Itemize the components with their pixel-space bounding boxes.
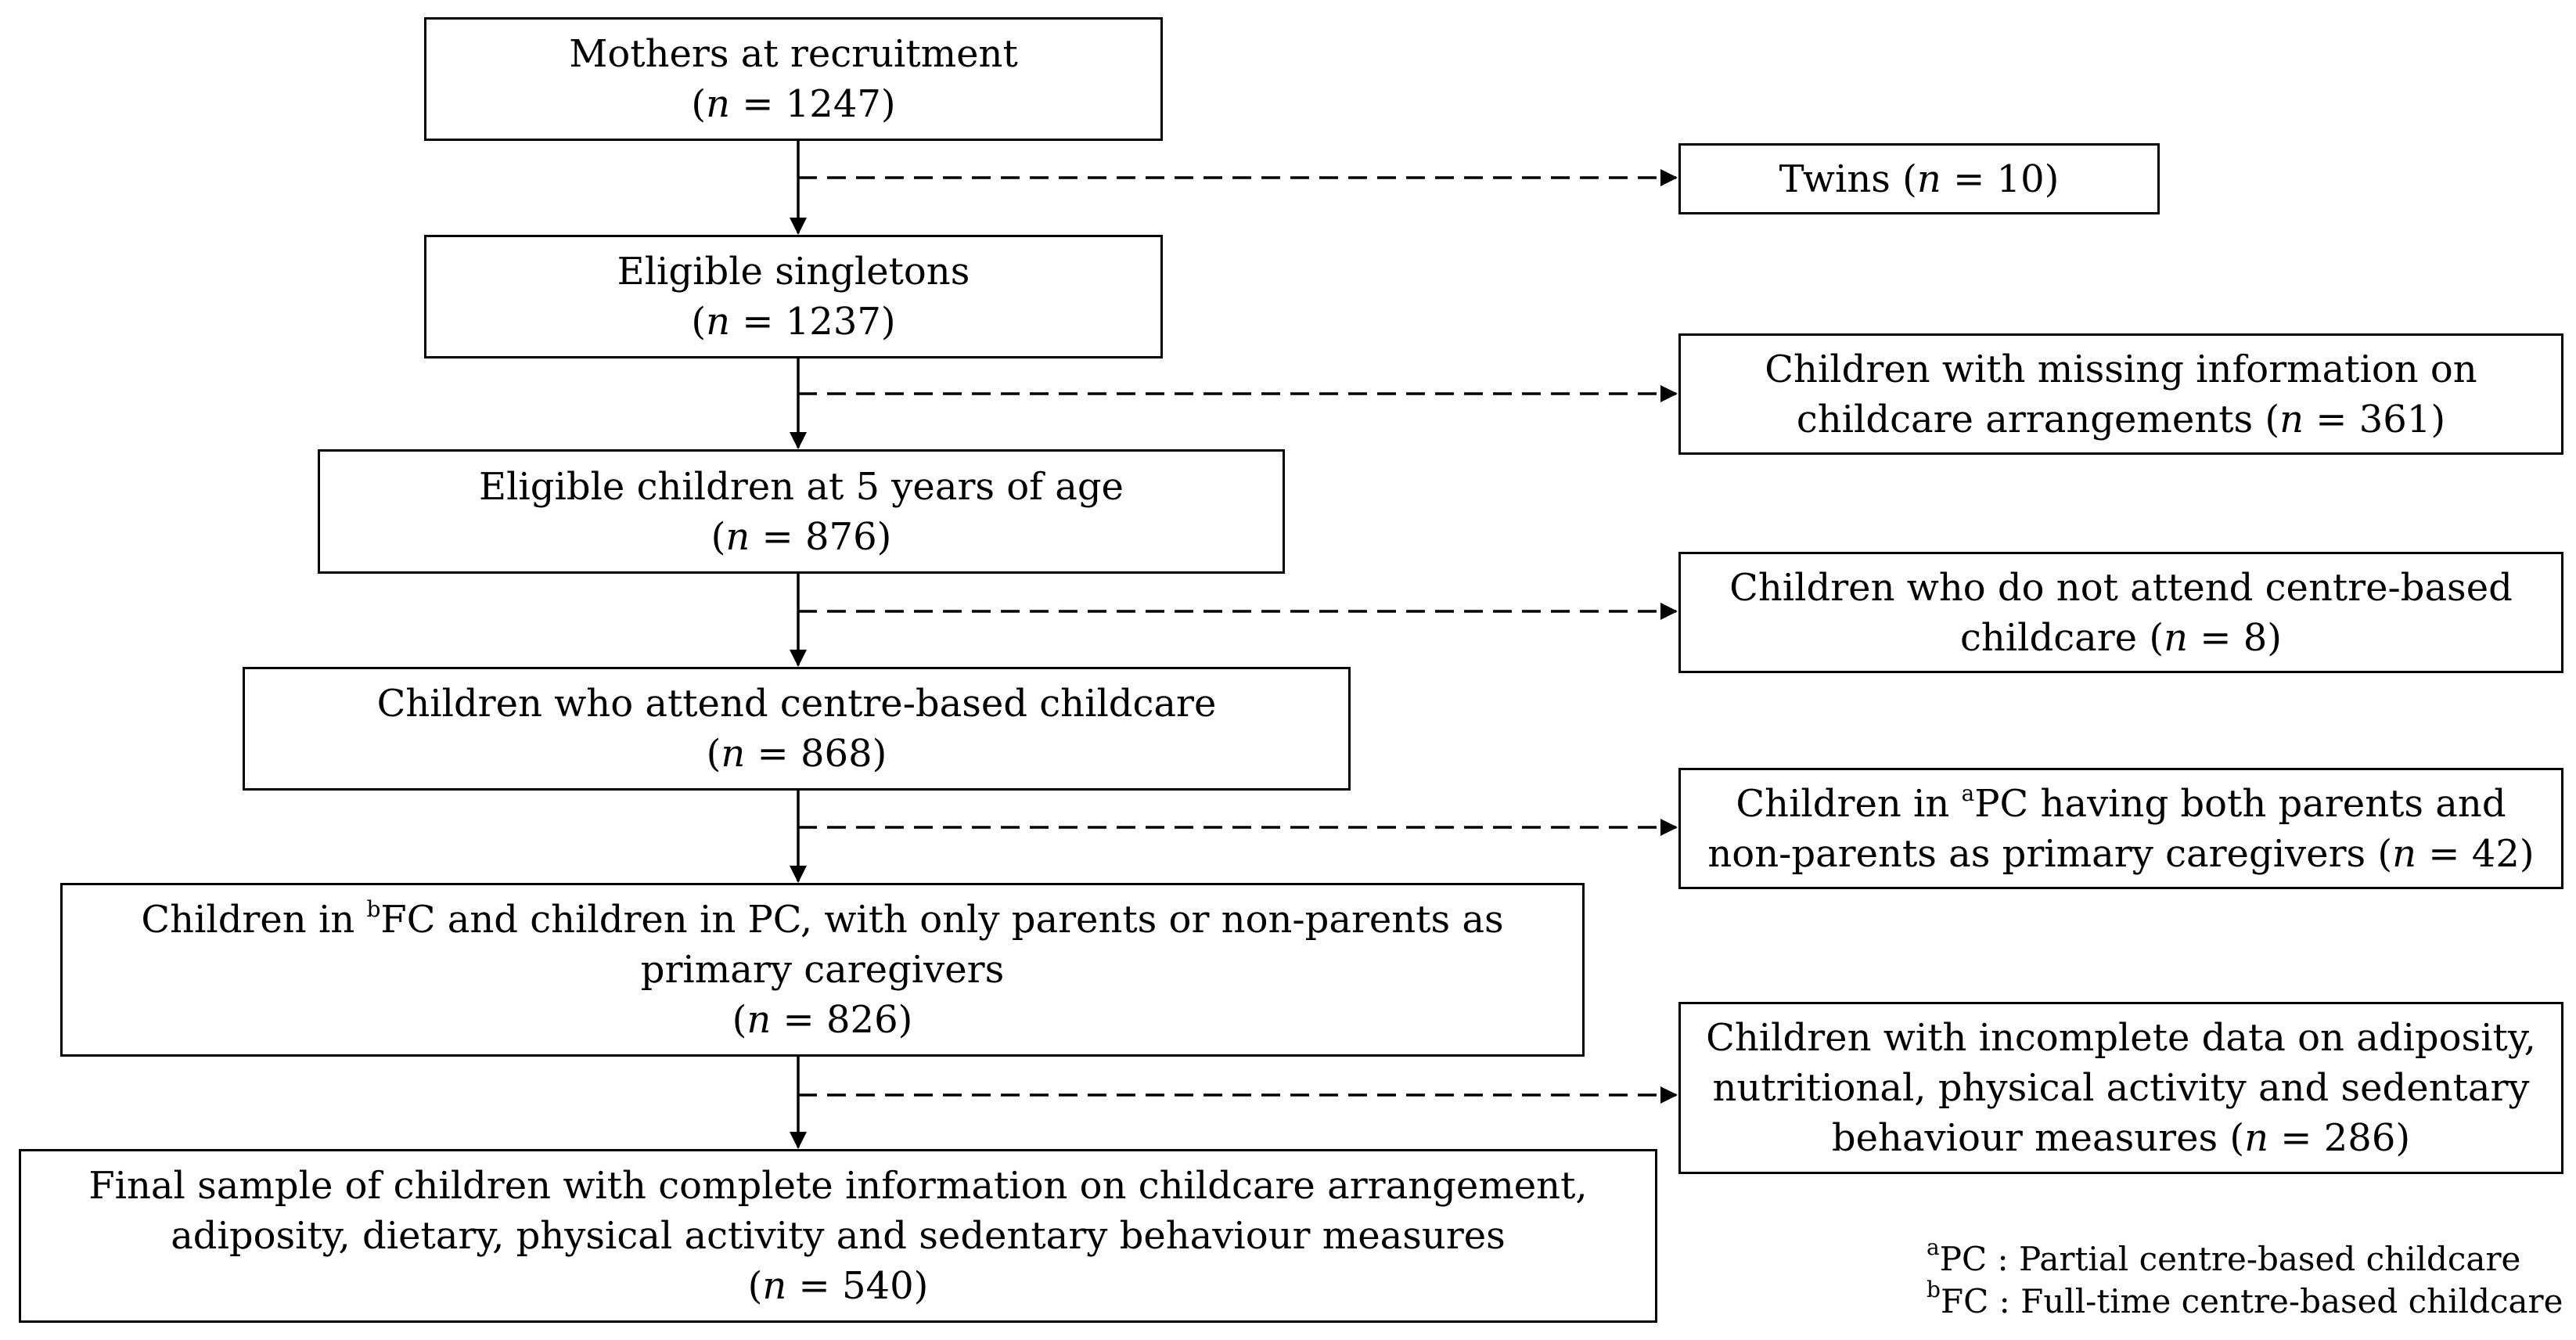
line-text: nutritional, physical activity and sedentary [1712,1066,2530,1110]
box-recruitment [424,17,1163,141]
line-text: Eligible children at 5 years of age [479,464,1124,509]
footnote-superscript: a [1927,1234,1940,1260]
footnote-2 [1927,1277,2563,1323]
footnote-1 [1927,1234,2563,1281]
box-line: behaviour measures (n = 286) [1831,1116,2411,1160]
n-value: 42 [2471,831,2520,876]
box-missing [1678,333,2563,455]
n-symbol: n [2164,615,2188,660]
n-symbol: n [2244,1116,2269,1160]
box-incomplete [1678,1002,2563,1174]
box-line [88,1161,1587,1211]
n-line: (n = 1247) [691,82,896,126]
abbrev-superscript: b [366,896,381,922]
box-age5 [318,449,1285,574]
n-symbol: n [706,300,731,344]
footnotes [1927,1234,2563,1323]
n-value: 1237 [785,300,881,344]
line-text: Final sample of children with complete information on childcare arrangement, [88,1164,1588,1208]
n-symbol: n [721,732,746,776]
n-line: (n = 826) [732,998,913,1042]
line-text: behaviour measures [1831,1116,2218,1160]
n-value: 540 [842,1264,914,1308]
box-line: childcare (n = 8) [1960,615,2282,660]
n-symbol: n [762,1264,787,1308]
n-symbol: n [725,514,750,559]
box-final [19,1149,1657,1323]
box-line: non-parents as primary caregivers (n = 42) [1707,831,2535,876]
line-text: primary caregivers [640,948,1005,992]
line-text: Mothers at recruitment [569,32,1018,76]
box-line [141,895,1503,945]
n-value: 826 [826,998,898,1042]
box-not-attend [1678,552,2563,673]
box-attend [243,667,1351,791]
n-symbol: n [1916,157,1941,201]
box-line [1765,344,2477,394]
box-singletons [424,235,1163,358]
box-twins [1678,143,2160,214]
box-line: Twins (n = 10) [1779,157,2060,201]
line-text: Twins [1779,157,1891,201]
n-value: 8 [2243,615,2268,660]
line-text: Eligible singletons [617,250,970,294]
box-line [617,247,970,297]
box-caregivers [60,883,1585,1057]
box-line [479,462,1124,512]
box-line [641,945,1005,995]
line-prefix: Children in [1736,781,1962,826]
box-line [1736,779,2506,829]
line-text: childcare arrangements [1796,397,2254,441]
box-line [1712,1063,2529,1113]
box-both [1678,768,2563,889]
line-text: non-parents as primary caregivers [1707,831,2366,876]
line-text: Children who do not attend centre-based [1729,565,2513,610]
line-text: Children who attend centre-based childcare [376,682,1217,726]
n-line: (n = 1237) [691,300,896,344]
n-value: 361 [2358,397,2431,441]
box-line [377,679,1217,729]
box-line [569,29,1018,79]
n-value: 876 [805,514,877,559]
n-value: 868 [801,732,872,776]
footnote-text: PC : Partial centre-based childcare [1939,1240,2521,1278]
n-value: 10 [1996,157,2045,201]
line-prefix: Children in [141,898,367,942]
abbrev-superscript: a [1961,780,1975,806]
box-line: childcare arrangements (n = 361) [1796,397,2446,441]
n-line: (n = 876) [711,514,892,559]
n-symbol: n [747,998,772,1042]
line-text: FC and children in PC, with only parents or non-parents as [380,898,1504,942]
line-text: adiposity, dietary, physical activity and sedentary behaviour measures [171,1214,1506,1258]
line-text: childcare [1960,615,2138,660]
box-line [1729,563,2513,613]
n-symbol: n [2392,831,2417,876]
n-line: (n = 540) [747,1264,929,1308]
line-text: PC having both parents and [1974,781,2506,826]
box-line [171,1211,1506,1261]
n-line: (n = 868) [706,732,887,776]
n-value: 1247 [785,82,881,126]
footnote-superscript: b [1927,1277,1941,1302]
line-text: Children with missing information on [1765,347,2477,391]
n-symbol: n [2279,397,2304,441]
box-line [1706,1013,2536,1063]
n-symbol: n [706,82,731,126]
n-value: 286 [2323,1116,2396,1160]
footnote-text: FC : Full-time centre-based childcare [1940,1282,2563,1320]
line-text: Children with incomplete data on adiposity, [1706,1016,2536,1060]
